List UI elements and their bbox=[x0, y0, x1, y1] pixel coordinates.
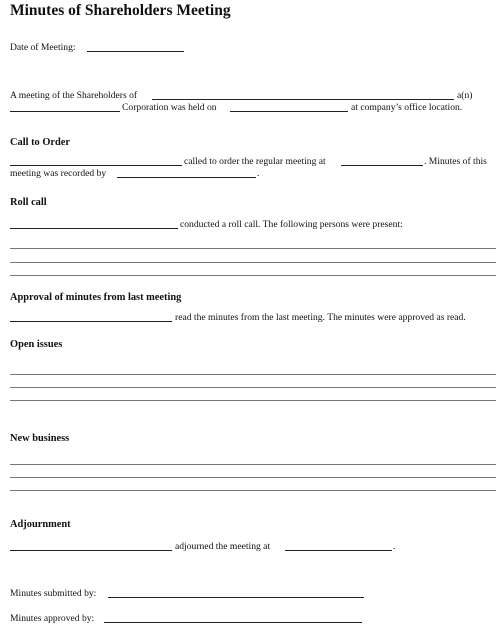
recorded-period: . bbox=[257, 168, 260, 179]
roll-call-text: conducted a roll call. The following persons were present: bbox=[180, 219, 403, 230]
approved-by-label: Minutes approved by: bbox=[10, 613, 95, 624]
date-blank[interactable] bbox=[87, 51, 184, 52]
minutes-of-this-text: . Minutes of this bbox=[424, 156, 487, 167]
adjourn-time-blank[interactable] bbox=[285, 550, 392, 551]
new-business-line-1[interactable] bbox=[10, 464, 496, 465]
approval-reader-blank[interactable] bbox=[10, 321, 172, 322]
roll-call-line-2[interactable] bbox=[10, 262, 496, 263]
meeting-date-blank[interactable] bbox=[230, 111, 348, 112]
open-issues-line-1[interactable] bbox=[10, 374, 496, 375]
new-business-line-2[interactable] bbox=[10, 477, 496, 478]
approval-heading: Approval of minutes from last meeting bbox=[10, 292, 182, 303]
recorded-by-text: meeting was recorded by bbox=[10, 168, 107, 179]
intro-line1-start: A meeting of the Shareholders of bbox=[10, 90, 138, 101]
recorder-name-blank[interactable] bbox=[117, 177, 256, 178]
adjournment-text: adjourned the meeting at bbox=[175, 541, 271, 552]
shareholder-company-blank[interactable] bbox=[152, 99, 454, 100]
caller-name-blank[interactable] bbox=[10, 165, 182, 166]
adjournment-heading: Adjournment bbox=[10, 519, 71, 530]
roll-call-line-1[interactable] bbox=[10, 248, 496, 249]
open-issues-heading: Open issues bbox=[10, 339, 63, 350]
intro-corp-text: Corporation was held on bbox=[122, 102, 217, 113]
submitted-by-label: Minutes submitted by: bbox=[10, 588, 97, 599]
approved-by-blank[interactable] bbox=[104, 622, 362, 623]
submitted-by-blank[interactable] bbox=[108, 597, 364, 598]
intro-location-text: at company’s office location. bbox=[351, 102, 463, 113]
adjourner-blank[interactable] bbox=[10, 550, 172, 551]
call-to-order-heading: Call to Order bbox=[10, 137, 71, 148]
adjournment-period: . bbox=[393, 541, 396, 552]
open-issues-line-2[interactable] bbox=[10, 387, 496, 388]
new-business-line-3[interactable] bbox=[10, 490, 496, 491]
page-title: Minutes of Shareholders Meeting bbox=[10, 2, 231, 19]
intro-line1-end: a(n) bbox=[457, 90, 473, 101]
company-name-blank[interactable] bbox=[10, 111, 120, 112]
start-time-blank[interactable] bbox=[341, 165, 423, 166]
roll-call-heading: Roll call bbox=[10, 197, 47, 208]
roll-call-line-3[interactable] bbox=[10, 275, 496, 276]
approval-text: read the minutes from the last meeting. The minutes were approved as read. bbox=[175, 312, 466, 323]
open-issues-line-3[interactable] bbox=[10, 400, 496, 401]
date-label: Date of Meeting: bbox=[10, 42, 76, 53]
new-business-heading: New business bbox=[10, 433, 70, 444]
roll-caller-blank[interactable] bbox=[10, 228, 178, 229]
called-to-order-text: called to order the regular meeting at bbox=[184, 156, 326, 167]
